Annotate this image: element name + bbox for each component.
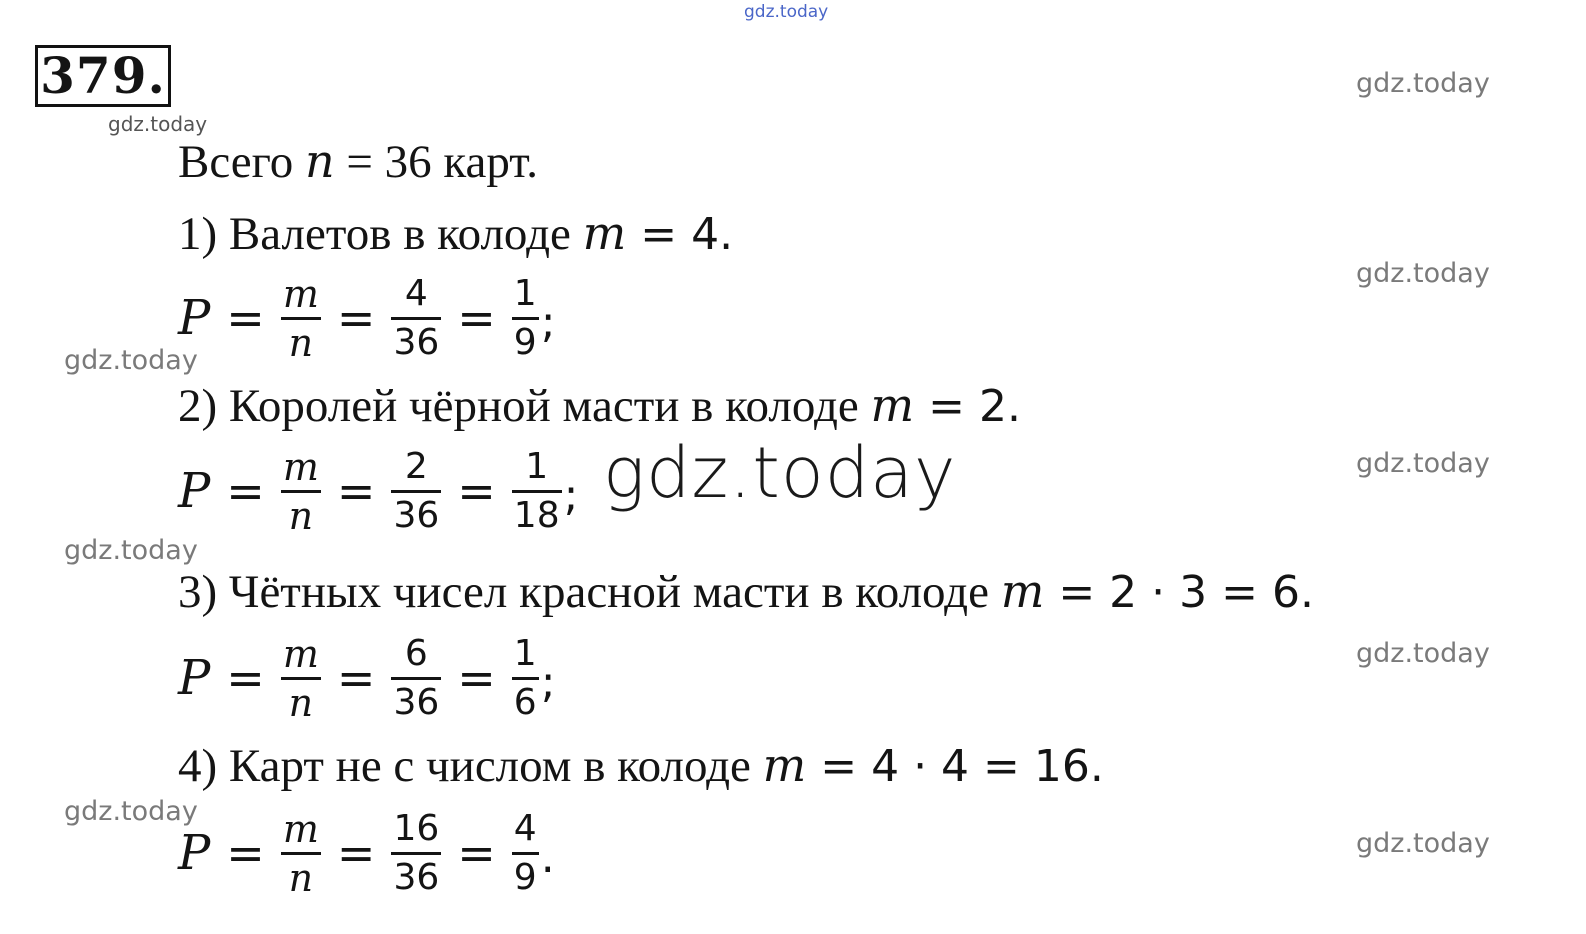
fraction-bar (281, 490, 321, 493)
watermark-right-4: gdz.today (1356, 638, 1490, 669)
item-3-var: m (1000, 564, 1045, 618)
numerator: m (282, 444, 319, 489)
watermark-right-1: gdz.today (1356, 68, 1490, 99)
fraction-bar (281, 317, 321, 320)
item-3-formula (178, 630, 556, 726)
denominator: n (288, 493, 314, 538)
fraction-bar (512, 677, 539, 680)
watermark-top: gdz.today (744, 2, 829, 22)
numerator: m (282, 631, 319, 676)
item-2-formula (178, 443, 578, 539)
denominator: 9 (513, 321, 537, 363)
watermark-right-3: gdz.today (1356, 448, 1490, 479)
numerator: 2 (404, 445, 428, 487)
item-4-value: = 4 · 4 = 16. (806, 741, 1104, 792)
intro-rest: = 36 карт. (334, 136, 539, 188)
watermark-big: gdz.today (603, 432, 957, 514)
watermark-left-1: gdz.today (64, 345, 198, 376)
formula-end: ; (540, 656, 556, 708)
probability-symbol: P (178, 290, 211, 346)
equals-sign: = (226, 826, 265, 880)
fraction-result (512, 807, 539, 898)
equals-sign: = (457, 464, 496, 518)
item-2-var: m (870, 378, 915, 432)
item-4-formula (178, 805, 555, 901)
denominator: n (288, 855, 314, 900)
fraction-bar (391, 317, 441, 320)
numerator: 6 (404, 632, 428, 674)
equals-sign: = (336, 651, 376, 705)
equals-sign: = (336, 464, 376, 518)
formula-end: ; (563, 469, 579, 521)
fraction-m-over-n (281, 806, 321, 900)
equals-sign: = (336, 826, 376, 880)
fraction-values (391, 445, 441, 536)
equals-sign: = (226, 291, 265, 345)
probability-symbol: P (178, 463, 211, 519)
watermark-right-2: gdz.today (1356, 258, 1490, 289)
fraction-bar (391, 852, 441, 855)
formula-end: ; (540, 296, 556, 348)
item-1-line (178, 206, 734, 260)
denominator: 18 (513, 494, 560, 536)
denominator: 6 (513, 681, 537, 723)
item-1-text: 1) Валетов в колоде (178, 208, 583, 260)
denominator: 36 (393, 681, 440, 723)
fraction-values (391, 807, 441, 898)
numerator: m (282, 806, 319, 851)
fraction-bar (512, 317, 539, 320)
denominator: 36 (393, 321, 440, 363)
numerator: 1 (525, 445, 549, 487)
numerator: 1 (513, 632, 537, 674)
watermark-right-5: gdz.today (1356, 828, 1490, 859)
numerator: 4 (404, 272, 428, 314)
watermark-left-3: gdz.today (64, 796, 198, 827)
item-2-text: 2) Королей чёрной масти в колоде (178, 380, 871, 432)
item-3-value: = 2 · 3 = 6. (1044, 567, 1314, 618)
denominator: n (288, 320, 314, 365)
watermark-left-2: gdz.today (64, 535, 198, 566)
formula-end: . (540, 831, 555, 883)
fraction-values (391, 272, 441, 363)
fraction-bar (391, 490, 441, 493)
fraction-bar (281, 677, 321, 680)
item-1-formula (178, 270, 556, 366)
problem-number: 379. (35, 45, 171, 107)
denominator: n (288, 680, 314, 725)
fraction-result (512, 445, 562, 536)
denominator: 36 (393, 494, 440, 536)
item-3-text: 3) Чётных чисел красной масти в колоде (178, 566, 1001, 618)
intro-var: n (305, 134, 335, 188)
item-3-line (178, 564, 1314, 618)
fraction-m-over-n (281, 271, 321, 365)
denominator: 9 (513, 856, 537, 898)
fraction-m-over-n (281, 444, 321, 538)
item-4-text: 4) Карт не с числом в колоде (178, 740, 763, 792)
item-4-var: m (762, 738, 807, 792)
fraction-bar (512, 490, 562, 493)
numerator: m (282, 271, 319, 316)
intro-line (178, 134, 539, 188)
fraction-bar (281, 852, 321, 855)
fraction-values (391, 632, 441, 723)
watermark-small: gdz.today (108, 112, 208, 136)
item-1-value: = 4. (626, 209, 734, 260)
item-2-line (178, 378, 1021, 432)
equals-sign: = (457, 826, 496, 880)
numerator: 4 (513, 807, 537, 849)
probability-symbol: P (178, 825, 211, 881)
numerator: 16 (393, 807, 440, 849)
equals-sign: = (457, 291, 496, 345)
item-4-line (178, 738, 1104, 792)
equals-sign: = (457, 651, 496, 705)
fraction-bar (512, 852, 539, 855)
equals-sign: = (336, 291, 376, 345)
equals-sign: = (226, 651, 265, 705)
probability-symbol: P (178, 650, 211, 706)
intro-text: Всего (178, 136, 306, 188)
item-1-var: m (582, 206, 627, 260)
fraction-result (512, 272, 539, 363)
fraction-result (512, 632, 539, 723)
denominator: 36 (393, 856, 440, 898)
numerator: 1 (513, 272, 537, 314)
item-2-value: = 2. (914, 381, 1021, 432)
fraction-m-over-n (281, 631, 321, 725)
equals-sign: = (226, 464, 265, 518)
fraction-bar (391, 677, 441, 680)
